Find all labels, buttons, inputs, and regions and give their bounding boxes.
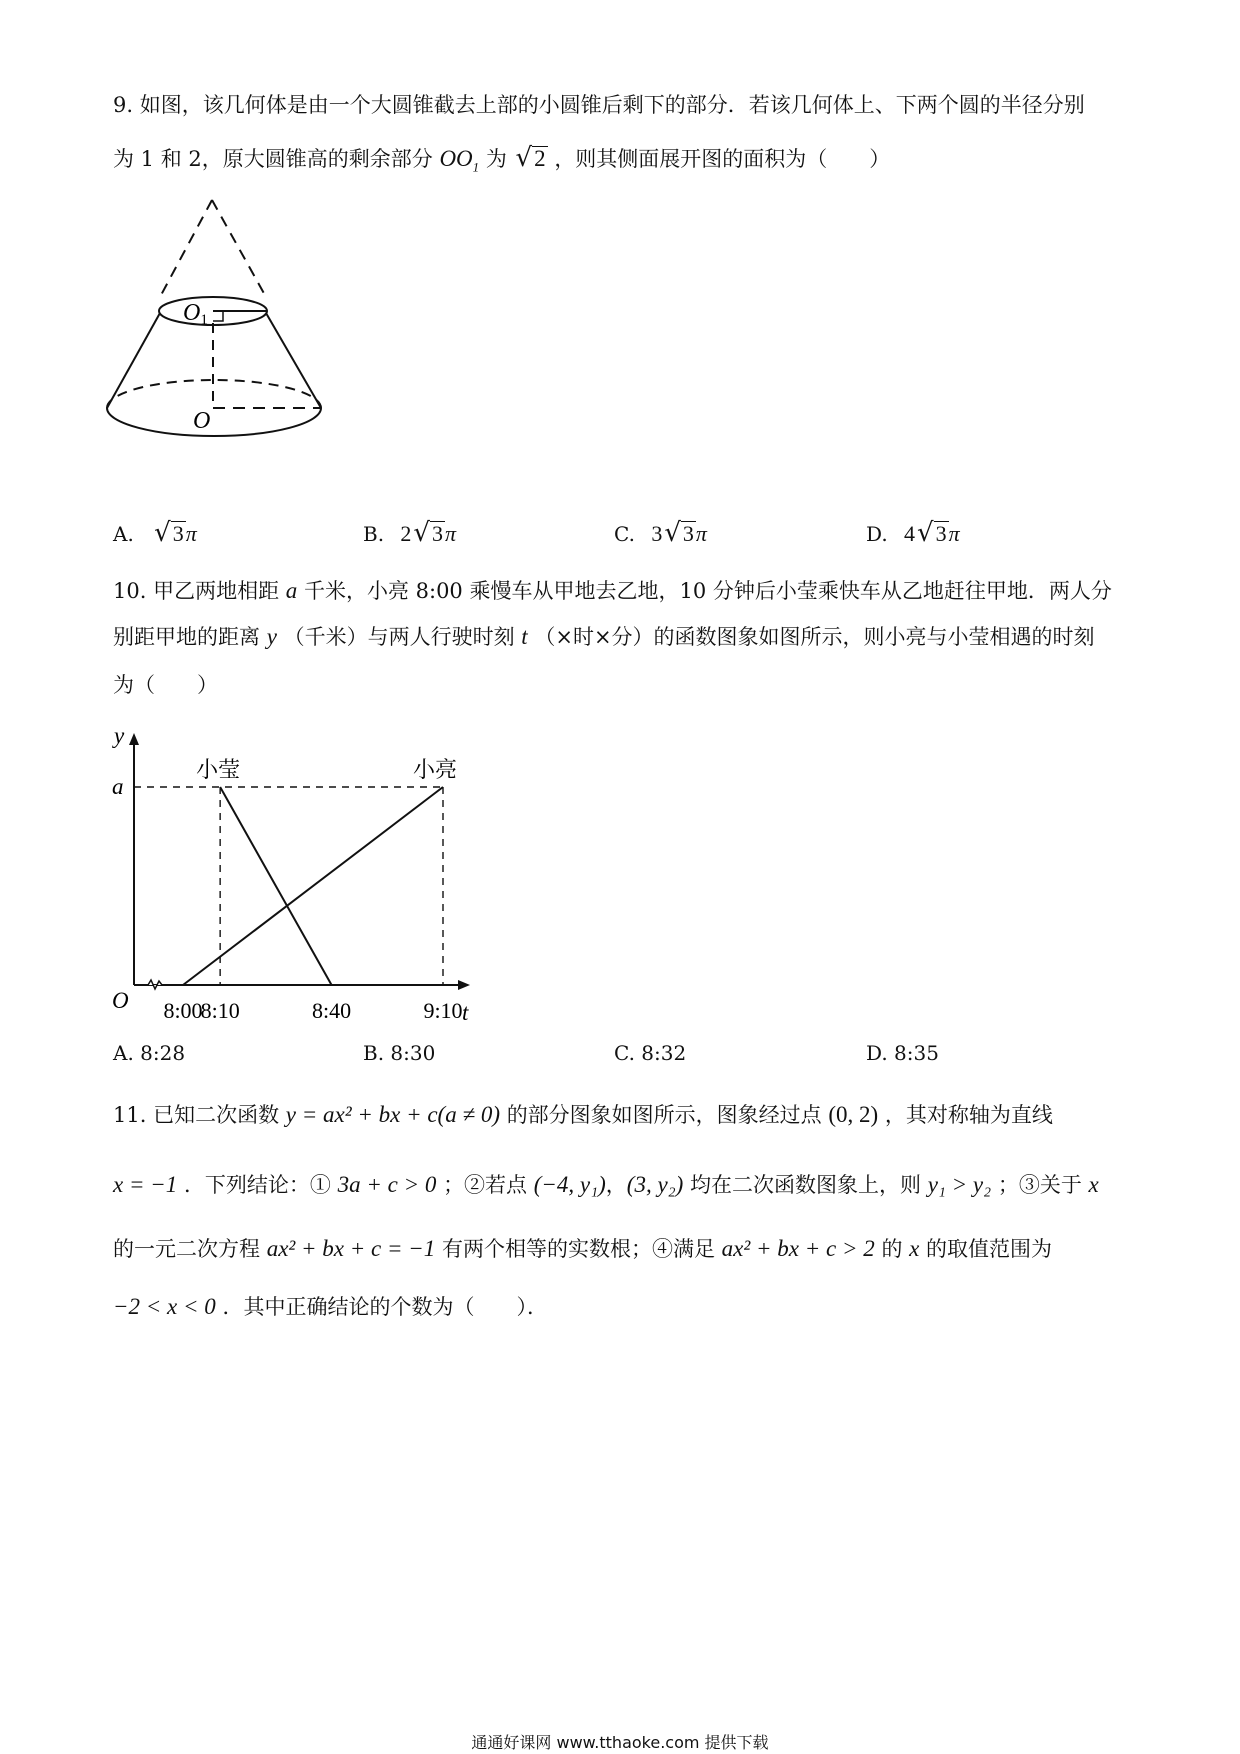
series-line-xiaoying (220, 787, 331, 985)
footer-watermark: 通通好课网 www.tthaoke.com 提供下载 (471, 1733, 769, 1752)
frustum-figure (100, 190, 340, 450)
x-tick-label: 8:10 (200, 998, 240, 1023)
series-line-xiaoliang (183, 787, 443, 985)
q9-text: 为 (485, 147, 507, 171)
x-tick-label: 8:40 (312, 998, 352, 1023)
segment-oo1: $OO_1$ (439, 146, 480, 175)
q10-option-a[interactable]: A. 8:28 (113, 1041, 186, 1065)
sqrt-2: √2 (515, 143, 546, 173)
q11-line1: 11. 已知二次函数 y = ax² + bx + c(a ≠ 0) 的部分图象如图所示，图象经过点 (0, 2) ，其对称轴为直线 (113, 1102, 1053, 1127)
q10-option-d[interactable]: D. 8:35 (866, 1041, 939, 1065)
x-axis-label: t (462, 1000, 469, 1025)
x-axis-arrow (458, 980, 470, 990)
right-angle-mark (213, 311, 223, 321)
dashed-generatrix-left (160, 200, 212, 297)
dashed-generatrix-right (212, 200, 266, 297)
q11-line3: 的一元二次方程 ax² + bx + c = −1 有两个相等的实数根；④满足 ax² + bx + c > 2 的 x 的取值范围为 (113, 1236, 1053, 1261)
q9-text: 为 1 和 2，原大圆锥高的剩余部分 (113, 147, 433, 171)
side-left (107, 313, 160, 408)
x-tick-label: 8:00 (163, 998, 203, 1023)
y-axis-arrow (129, 733, 139, 745)
series-label-xiaoying: 小莹 (196, 757, 241, 782)
q11-line4: −2 < x < 0 ．其中正确结论的个数为（ ）． (113, 1294, 548, 1319)
q10-line2: 别距甲地的距离 y （千米）与两人行驶时刻 t （×时×分）的函数图象如图所示，则小亮与小莹相遇的时刻 (113, 624, 1095, 649)
series-label-xiaoliang: 小亮 (412, 757, 458, 782)
y-axis-label: y (114, 725, 125, 748)
side-right (266, 313, 321, 408)
x-tick-label: 9:10 (423, 998, 463, 1023)
q10-option-b[interactable]: B. 8:30 (363, 1041, 436, 1065)
q9-option-c[interactable]: C. 3√3π (614, 518, 707, 548)
origin-label: O (112, 988, 129, 1013)
q9-line2 (113, 143, 890, 183)
bottom-circle-front (107, 408, 321, 436)
q9-line1: 9. 如图，该几何体是由一个大圆锥截去上部的小圆锥后剩下的部分．若该几何体上、下两个圆的半径分别 (113, 93, 1085, 117)
label-o: O (193, 408, 211, 434)
q10-line1: 10. 甲乙两地相距 a 千米，小亮 8:00 乘慢车从甲地去乙地，10 分钟后小莹乘快车从乙地赶往甲地．两人分 (113, 578, 1112, 603)
q10-option-c[interactable]: C. 8:32 (614, 1041, 687, 1065)
q9-option-a[interactable]: A. √3π (113, 518, 197, 548)
y-tick-label-a: a (112, 774, 124, 799)
q10-line3: 为（ ） (113, 673, 218, 697)
q9-option-b[interactable]: B. 2√3π (363, 518, 457, 548)
distance-time-chart (110, 725, 480, 1025)
q11-line2: x = −1 ．下列结论：① 3a + c > 0 ；②若点 (−4, y₁)，(3, y₂) 均在二次函数图象上，则 y₁ > y₂ ；③关于 x (113, 1172, 1099, 1197)
label-o1: O1 (183, 300, 208, 328)
q9-option-d[interactable]: D. 4√3π (866, 518, 960, 548)
q9-text: ，则其侧面展开图的面积为（ ） (554, 147, 891, 171)
